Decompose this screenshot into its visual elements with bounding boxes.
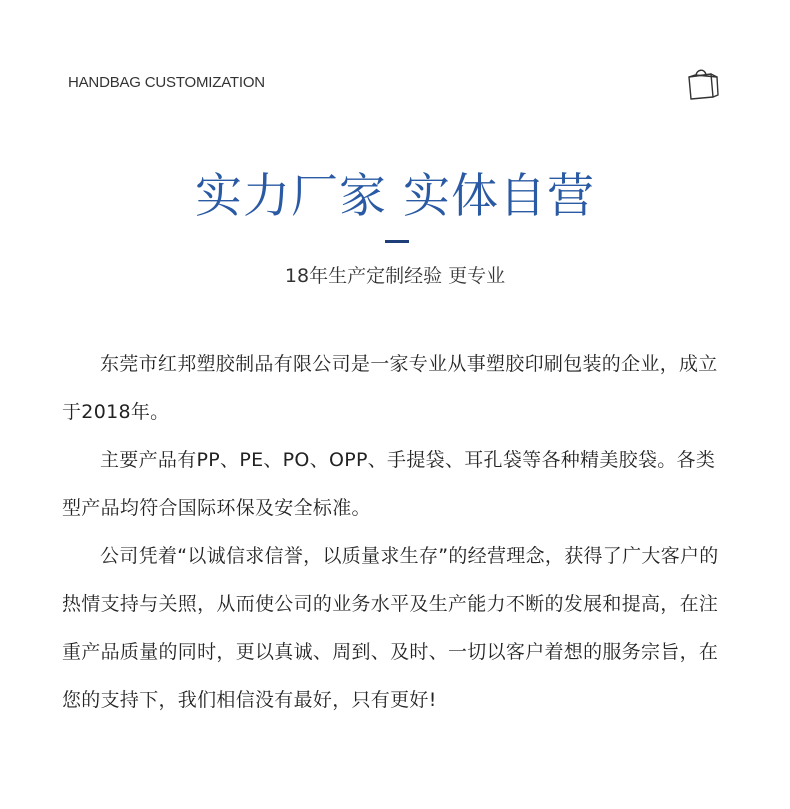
- paragraph-philosophy: 公司凭着“以诚信求信誉，以质量求生存”的经营理念，获得了广大客户的热情支持与关照，从而使公司的业务水平及生产能力不断的发展和提高，在注重产品质量的同时，更以真诚、周到、及时、一切以客户着想的服务宗旨，在您的支持下，我们相信没有最好，只有更好!: [62, 545, 719, 711]
- paragraph-products: 主要产品有PP、PE、PO、OPP、手提袋、耳孔袋等各种精美胶袋。各类型产品均符合国际环保及安全标准。: [62, 449, 716, 519]
- title-divider: [385, 240, 409, 243]
- page-title: 实力厂家 实体自营: [195, 169, 595, 224]
- page-subtitle: 18年生产定制经验 更专业: [284, 265, 506, 287]
- header-label: HANDBAG CUSTOMIZATION: [68, 74, 265, 91]
- paragraph-intro: 东莞市红邦塑胶制品有限公司是一家专业从事塑胶印刷包装的企业，成立于2018年。: [62, 353, 718, 423]
- company-description: [62, 340, 730, 724]
- shopping-bag-icon: [684, 64, 722, 102]
